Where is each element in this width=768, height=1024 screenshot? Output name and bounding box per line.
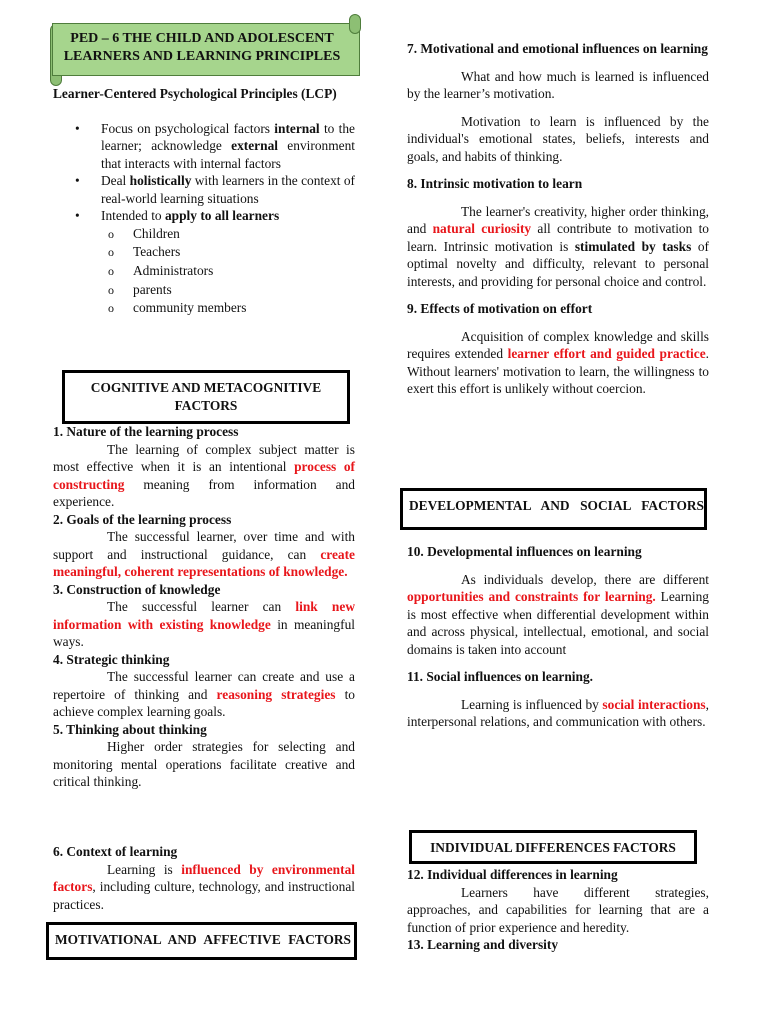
principle-3-text: The successful learner can link new information with existing knowledge in meaningful ways. <box>53 599 355 649</box>
list-item: o Teachers <box>53 243 355 262</box>
principle-1-text: The learning of complex subject matter is most effective when it is an intentional process of constructing meaning from information and experience. <box>53 441 355 509</box>
principle-5-title: 5. Thinking about thinking <box>53 721 207 737</box>
principle-7-title: 7. Motivational and emotional influences on learning <box>407 41 708 56</box>
principle-4-title: 4. Strategic thinking <box>53 651 170 667</box>
principle-7-text-2: Motivation to learn is influenced by the individual's emotional states, beliefs, interests and goals, and habits of thinking. <box>407 113 709 164</box>
principle-6-title: 6. Context of learning <box>53 844 178 859</box>
audience-sub-list <box>53 225 355 319</box>
principle-3-title: 3. Construction of knowledge <box>53 581 221 597</box>
principle-8-text: The learner's creativity, higher order thinking, and natural curiosity all contribute to motivation to learn. Intrinsic motivation is stimulated by tasks of optimal novelty and difficulty, relevant to personal interests, and providing for personal choice and control. <box>407 203 709 289</box>
principle-4-text: The successful learner can create and use a repertoire of thinking and reasoning strategies to achieve complex learning goals. <box>53 669 355 719</box>
principle-11-title: 11. Social influences on learning. <box>407 669 593 684</box>
list-item: o parents <box>53 281 355 300</box>
principle-12-title: 12. Individual differences in learning <box>407 867 618 882</box>
principle-7-text-1: What and how much is learned is influenced by the learner’s motivation. <box>407 68 709 101</box>
lcp-bullet-list <box>53 120 355 319</box>
principle-10-text: As individuals develop, there are different opportunities and constraints for learning. Learning is most effective when differential development within and across physical, intellectual, emotional, and social domains is taken into account <box>407 571 709 657</box>
page-title: PED – 6 THE CHILD AND ADOLESCENT LEARNERS AND LEARNING PRINCIPLES <box>63 31 341 64</box>
principle-10-title: 10. Developmental influences on learning <box>407 544 642 559</box>
principle-1-title: 1. Nature of the learning process <box>53 424 239 439</box>
list-item: • Deal holistically with learners in the context of real-world learning situations <box>53 172 355 207</box>
list-item: o community members <box>53 299 355 318</box>
principle-6-text: Learning is influenced by environmental factors, including culture, technology, and instructional practices. <box>53 861 355 912</box>
principle-2-text: The successful learner, over time and with support and instructional guidance, can create meaningful, coherent representations of knowledge. <box>53 529 355 579</box>
banner-curl-right <box>349 14 361 34</box>
list-item: o Children <box>53 225 355 244</box>
list-item: • Intended to apply to all learners o Children o Teachers o Administrators o parents o community members <box>53 207 355 318</box>
list-item: o Administrators <box>53 262 355 281</box>
principle-12-text: Learners have different strategies, approaches, and capabilities for learning that are a function of prior experience and heredity. <box>407 884 709 935</box>
list-item: • Focus on psychological factors internal to the learner; acknowledge external environment that interacts with internal factors <box>53 120 355 173</box>
principle-9-title: 9. Effects of motivation on effort <box>407 301 593 316</box>
principle-9-text: Acquisition of complex knowledge and skills requires extended learner effort and guided practice. Without learners' motivation to learn, the willingness to exert this effort is unlikely without coercion. <box>407 328 709 396</box>
section-header-motivational: MOTIVATIONAL AND AFFECTIVE FACTORS <box>46 922 357 960</box>
principle-2-title: 2. Goals of the learning process <box>53 511 232 527</box>
principle-11-text: Learning is influenced by social interactions, interpersonal relations, and communication with others. <box>407 696 709 729</box>
section-header-developmental: DEVELOPMENTAL AND SOCIAL FACTORS <box>400 488 707 530</box>
principle-8-title: 8. Intrinsic motivation to learn <box>407 176 583 191</box>
lcp-heading: Learner-Centered Psychological Principles (LCP) <box>53 86 337 101</box>
title-banner <box>52 23 360 76</box>
section-header-cognitive: COGNITIVE AND METACOGNITIVE FACTORS <box>62 370 350 424</box>
principle-13-title: 13. Learning and diversity <box>407 937 559 952</box>
principle-5-text: Higher order strategies for selecting and monitoring mental operations facilitate creative and critical thinking. <box>53 739 355 789</box>
section-header-individual: INDIVIDUAL DIFFERENCES FACTORS <box>409 830 697 864</box>
